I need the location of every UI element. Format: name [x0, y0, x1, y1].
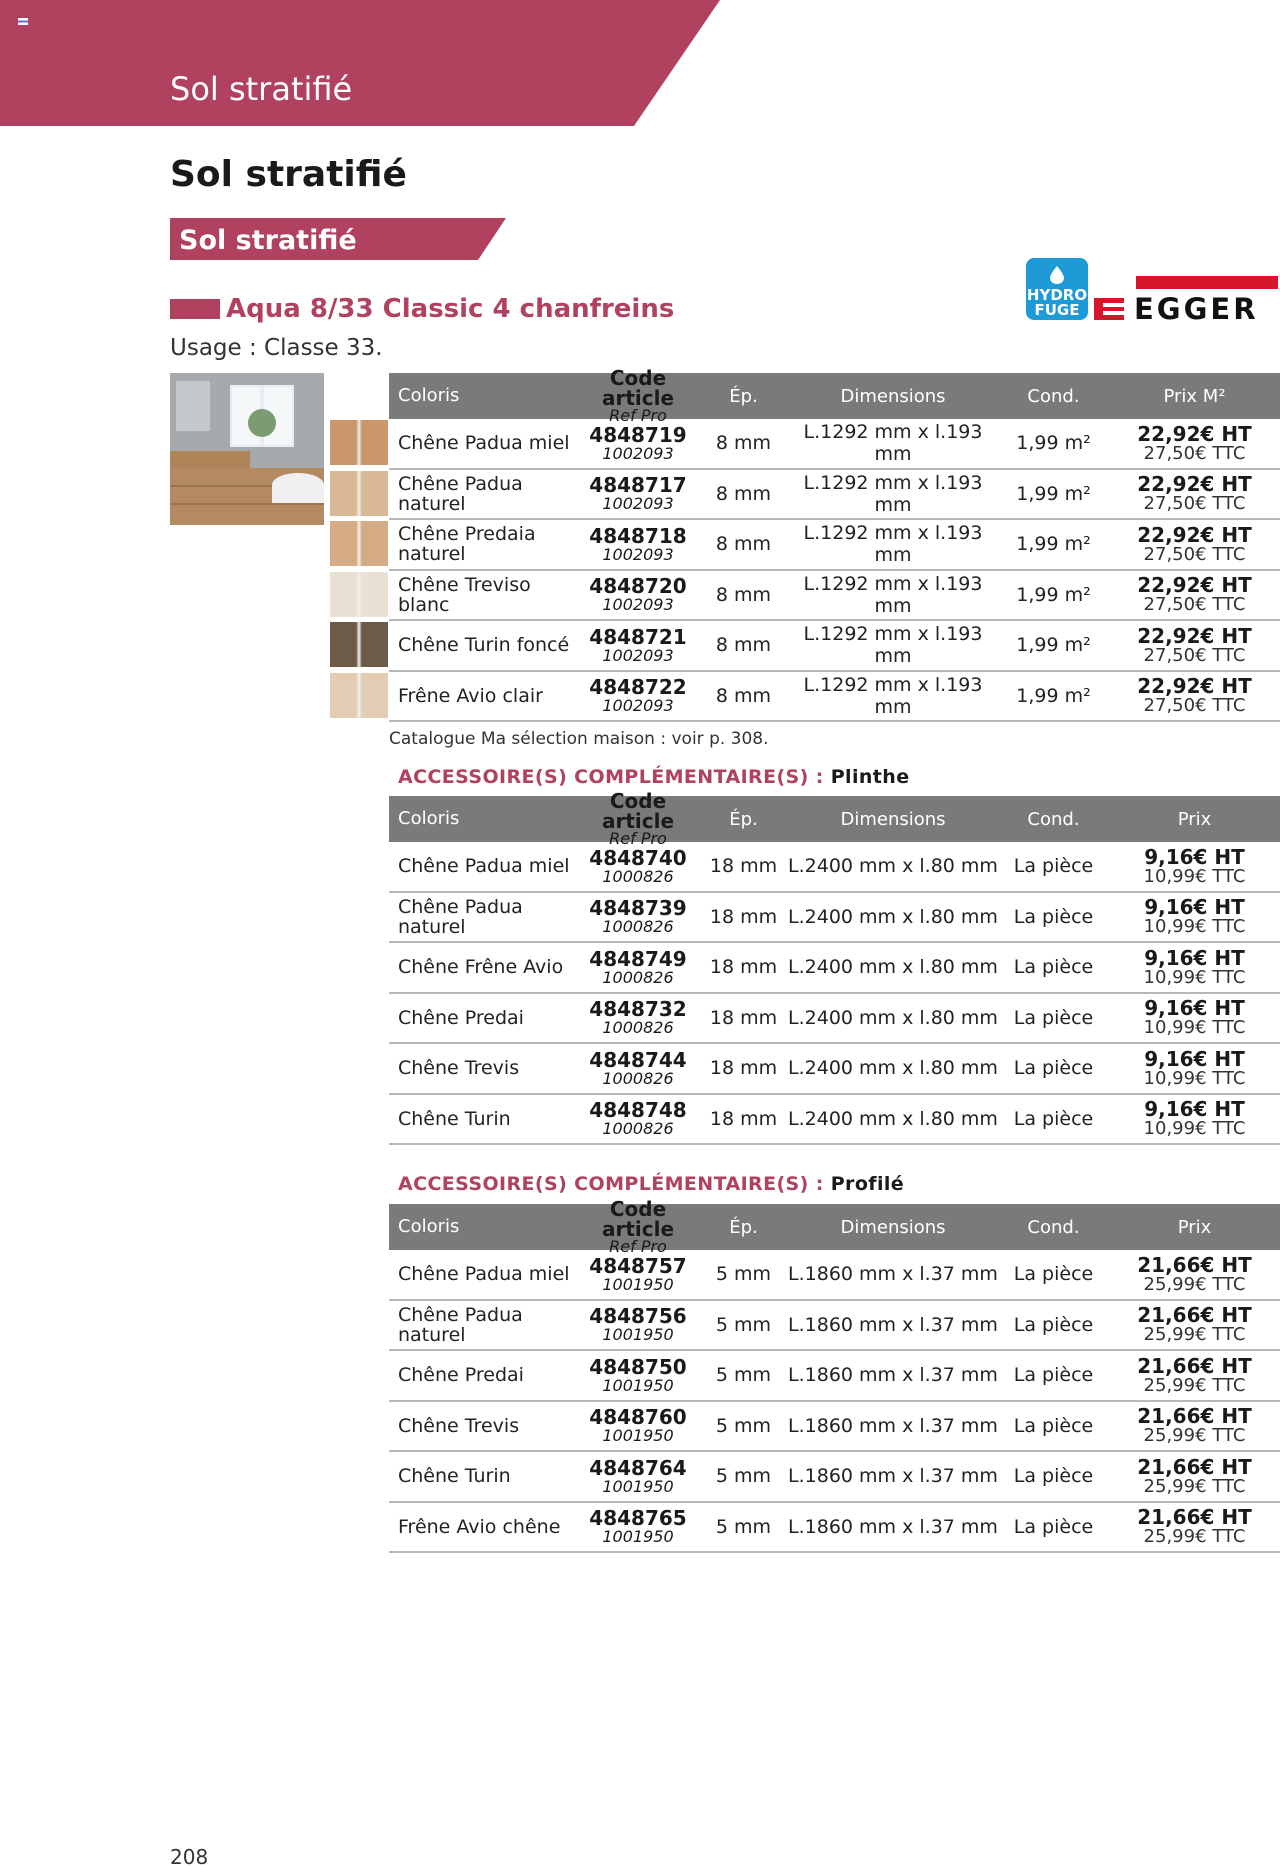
price-ht: 21,66€ HT [1137, 1252, 1252, 1277]
header-ep: Ép. [729, 385, 758, 407]
cell-cond: La pièce [1013, 1414, 1094, 1437]
cell-cond: La pièce [1013, 1313, 1094, 1336]
table-body [389, 1250, 1280, 1553]
cell-ep: 5 mm [715, 1515, 772, 1538]
cell-cond: 1,99 m² [1016, 482, 1091, 505]
cell-price [1109, 945, 1280, 988]
brand-name: EGGER [1134, 292, 1259, 326]
cell-ref-pro: 1002093 [602, 696, 674, 716]
cell-ep: 18 mm [709, 905, 778, 928]
cell-article-code: 4848722 [589, 675, 687, 700]
table-row [389, 621, 1280, 672]
price-ht: 9,16€ HT [1144, 996, 1245, 1021]
cell-dimensions: L.2400 mm x l.80 mm [788, 905, 998, 928]
price-ht: 21,66€ HT [1137, 1303, 1252, 1328]
cell-dimensions: L.2400 mm x l.80 mm [788, 1006, 998, 1029]
cell-price [1109, 1046, 1280, 1089]
cell-ref-pro: 1001950 [602, 1375, 674, 1395]
cell-coloris: Chêne Turin [398, 1465, 511, 1488]
cell-cond: 1,99 m² [1016, 432, 1091, 455]
product-marker [170, 299, 220, 319]
cell-dimensions: L.2400 mm x l.80 mm [788, 956, 998, 979]
cell-code [577, 1508, 699, 1545]
cell-cond: 1,99 m² [1016, 684, 1091, 707]
cell-dimensions: L.1860 mm x l.37 mm [788, 1364, 998, 1387]
badge-line-1: HYDRO [1026, 286, 1088, 304]
cell-article-code: 4848718 [589, 523, 687, 548]
table-body [389, 842, 1280, 1145]
wood-swatch [330, 420, 388, 465]
cell-dimensions: L.2400 mm x l.80 mm [788, 1057, 998, 1080]
cell-ref-pro: 1000826 [602, 967, 674, 987]
cell-coloris: Chêne Padua naturel [398, 895, 523, 938]
cell-code [577, 475, 699, 512]
cell-ep: 18 mm [709, 855, 778, 878]
wood-swatch [330, 521, 388, 566]
cell-ref-pro: 1002093 [602, 544, 674, 564]
price-ttc: 25,99€ TTC [1143, 1374, 1246, 1396]
header-band [0, 0, 720, 126]
cell-coloris: Chêne Trevis [398, 1414, 520, 1437]
cell-cond: La pièce [1013, 1107, 1094, 1130]
header-price: Prix [1177, 808, 1212, 830]
cell-article-code: 4848740 [589, 845, 687, 870]
table-row [389, 842, 1280, 893]
table-row [389, 672, 1280, 723]
cell-ref-pro: 1001950 [602, 1426, 674, 1446]
price-ttc: 27,50€ TTC [1143, 644, 1246, 666]
price-ttc: 27,50€ TTC [1143, 695, 1246, 717]
cell-code [577, 422, 699, 463]
cell-coloris: Chêne Padua miel [398, 1263, 570, 1286]
cell-ep: 8 mm [715, 533, 772, 556]
cell-article-code: 4848760 [589, 1405, 687, 1430]
header-coloris: Coloris [398, 808, 460, 829]
header-code [577, 368, 699, 424]
header-dimensions: Dimensions [840, 808, 946, 830]
cell-ref-pro: 1000826 [602, 866, 674, 886]
cell-coloris: Frêne Avio chêne [398, 1515, 561, 1538]
price-ht: 22,92€ HT [1137, 522, 1252, 547]
header-ref-label: Ref Pro [609, 1237, 667, 1256]
room-photo [170, 373, 324, 525]
cell-ref-pro: 1002093 [602, 443, 674, 463]
table-row [389, 470, 1280, 521]
cell-code [577, 1047, 699, 1088]
cell-coloris: Chêne Padua miel [398, 855, 570, 878]
price-ttc: 10,99€ TTC [1143, 916, 1246, 938]
cell-ref-pro: 1001950 [602, 1476, 674, 1496]
cell-cond: La pièce [1013, 1263, 1094, 1286]
cell-price [1109, 1305, 1280, 1344]
cell-cond: La pièce [1013, 956, 1094, 979]
cell-coloris: Chêne Padua naturel [398, 1303, 523, 1346]
price-ht: 9,16€ HT [1144, 895, 1245, 920]
header-band-shape [0, 0, 720, 126]
badge-line-2: FUGE [1034, 301, 1080, 319]
table-row [389, 1095, 1280, 1146]
accessories-label: ACCESSOIRE(S) COMPLÉMENTAIRE(S) : [398, 1173, 831, 1195]
cell-price [1109, 421, 1280, 464]
cell-ref-pro: 1002093 [602, 645, 674, 665]
cell-coloris: Frêne Avio clair [398, 684, 543, 707]
price-ht: 22,92€ HT [1137, 573, 1252, 598]
accessories-title-profile [398, 1173, 904, 1195]
price-ttc: 27,50€ TTC [1143, 543, 1246, 565]
table-row [389, 994, 1280, 1045]
cell-coloris: Chêne Predai [398, 1364, 524, 1387]
header-ref-label: Ref Pro [609, 406, 667, 425]
header-coloris: Coloris [398, 385, 460, 406]
cell-ref-pro: 1002093 [602, 494, 674, 514]
cell-code [577, 1253, 699, 1294]
accessories-type: Plinthe [830, 766, 910, 788]
cell-ep: 18 mm [709, 956, 778, 979]
header-dimensions: Dimensions [840, 1216, 946, 1238]
cell-coloris: Chêne Predai [398, 1006, 524, 1029]
price-ttc: 10,99€ TTC [1143, 966, 1246, 988]
cell-code [577, 898, 699, 935]
table-row [389, 1402, 1280, 1453]
price-ttc: 25,99€ TTC [1143, 1475, 1246, 1497]
cell-code [577, 1100, 699, 1137]
flag-icon [18, 18, 28, 25]
cell-ep: 8 mm [715, 684, 772, 707]
product-table [389, 366, 1280, 722]
cell-ep: 18 mm [709, 1006, 778, 1029]
price-ht: 21,66€ HT [1137, 1353, 1252, 1378]
header-ep: Ép. [729, 1216, 758, 1238]
cell-ref-pro: 1000826 [602, 1119, 674, 1139]
cell-article-code: 4848749 [589, 946, 687, 971]
cell-ref-pro: 1000826 [602, 1068, 674, 1088]
cell-coloris: Chêne Padua naturel [398, 472, 523, 515]
header-code [577, 791, 699, 847]
table-row [389, 1250, 1280, 1301]
cell-ref-pro: 1001950 [602, 1274, 674, 1294]
cell-dimensions: L.1292 mm x l.193 mm [803, 572, 983, 617]
cell-price [1109, 998, 1280, 1037]
hydrofuge-badge [1026, 258, 1088, 320]
price-ttc: 27,50€ TTC [1143, 493, 1246, 515]
page-title: Sol stratifié [170, 154, 407, 195]
header-cond: Cond. [1027, 1216, 1080, 1238]
header-cond: Cond. [1027, 808, 1080, 830]
cell-article-code: 4848750 [589, 1354, 687, 1379]
table-row [389, 520, 1280, 571]
price-ttc: 25,99€ TTC [1143, 1425, 1246, 1447]
price-ht: 9,16€ HT [1144, 1046, 1245, 1071]
cell-article-code: 4848765 [589, 1506, 687, 1531]
cell-dimensions: L.2400 mm x l.80 mm [788, 1107, 998, 1130]
cell-article-code: 4848732 [589, 997, 687, 1022]
cell-cond: 1,99 m² [1016, 533, 1091, 556]
table-row [389, 893, 1280, 944]
cell-code [577, 1354, 699, 1395]
cell-coloris: Chêne Padua miel [398, 432, 570, 455]
product-usage: Usage : Classe 33. [170, 335, 383, 361]
header-code-label: Code article [601, 1197, 675, 1241]
brand-logo [1094, 276, 1280, 326]
cell-article-code: 4848721 [589, 624, 687, 649]
header-coloris: Coloris [398, 1216, 460, 1237]
cell-ep: 8 mm [715, 482, 772, 505]
cell-code [577, 1306, 699, 1343]
cell-ep: 5 mm [715, 1263, 772, 1286]
cell-article-code: 4848756 [589, 1304, 687, 1329]
table-row [389, 419, 1280, 470]
catalog-note: Catalogue Ma sélection maison : voir p. 308. [389, 729, 769, 749]
cell-price [1109, 1507, 1280, 1546]
page-number: 208 [170, 1845, 209, 1866]
header-price: Prix M² [1163, 385, 1226, 407]
cell-code [577, 576, 699, 613]
table-row [389, 1351, 1280, 1402]
table-row [389, 1503, 1280, 1554]
header-ref-label: Ref Pro [609, 829, 667, 848]
header-code-label: Code article [601, 366, 675, 410]
cell-cond: La pièce [1013, 855, 1094, 878]
cell-dimensions: L.1860 mm x l.37 mm [788, 1414, 998, 1437]
price-ttc: 10,99€ TTC [1143, 1017, 1246, 1039]
cell-price [1109, 1252, 1280, 1295]
price-ttc: 27,50€ TTC [1143, 594, 1246, 616]
wood-swatch [330, 622, 388, 667]
cell-ep: 8 mm [715, 583, 772, 606]
cell-ep: 5 mm [715, 1313, 772, 1336]
cell-article-code: 4848744 [589, 1047, 687, 1072]
cell-dimensions: L.1292 mm x l.193 mm [803, 471, 983, 516]
price-ht: 22,92€ HT [1137, 472, 1252, 497]
room-illustration [170, 373, 324, 525]
cell-ep: 8 mm [715, 634, 772, 657]
cell-price [1109, 1099, 1280, 1138]
profile-table [389, 1197, 1280, 1553]
price-ttc: 25,99€ TTC [1143, 1526, 1246, 1548]
cell-code [577, 845, 699, 886]
section-tag [170, 218, 510, 260]
brand-logo-bar [1136, 276, 1278, 289]
header-dimensions: Dimensions [840, 385, 946, 407]
cell-code [577, 946, 699, 987]
cell-dimensions: L.1860 mm x l.37 mm [788, 1515, 998, 1538]
cell-coloris: Chêne Trevis [398, 1057, 520, 1080]
cell-code [577, 1407, 699, 1444]
cell-coloris: Chêne Predaia naturel [398, 523, 536, 566]
cell-article-code: 4848720 [589, 574, 687, 599]
header-code [577, 1199, 699, 1255]
cell-coloris: Chêne Treviso blanc [398, 573, 531, 616]
price-ht: 22,92€ HT [1137, 674, 1252, 699]
wood-swatch [330, 673, 388, 718]
water-drop-icon [1050, 266, 1064, 284]
cell-dimensions: L.2400 mm x l.80 mm [788, 855, 998, 878]
wood-swatch [330, 572, 388, 617]
wood-swatch [330, 471, 388, 516]
price-ttc: 27,50€ TTC [1143, 442, 1246, 464]
cell-price [1109, 474, 1280, 513]
cell-article-code: 4848757 [589, 1253, 687, 1278]
price-ttc: 25,99€ TTC [1143, 1273, 1246, 1295]
cell-coloris: Chêne Turin foncé [398, 634, 570, 657]
price-ttc: 10,99€ TTC [1143, 865, 1246, 887]
table-row [389, 1301, 1280, 1352]
cell-price [1109, 1353, 1280, 1396]
price-ttc: 10,99€ TTC [1143, 1118, 1246, 1140]
price-ttc: 25,99€ TTC [1143, 1324, 1246, 1346]
cell-dimensions: L.1292 mm x l.193 mm [803, 522, 983, 567]
cell-code [577, 523, 699, 564]
cell-dimensions: L.1292 mm x l.193 mm [803, 623, 983, 668]
cell-cond: 1,99 m² [1016, 583, 1091, 606]
cell-cond: La pièce [1013, 905, 1094, 928]
cell-dimensions: L.1860 mm x l.37 mm [788, 1263, 998, 1286]
price-ht: 22,92€ HT [1137, 623, 1252, 648]
header-price: Prix [1177, 1216, 1212, 1238]
cell-code [577, 624, 699, 665]
brand-e-icon [1094, 298, 1124, 320]
table-row [389, 571, 1280, 622]
price-ht: 9,16€ HT [1144, 844, 1245, 869]
cell-coloris: Chêne Frêne Avio [398, 956, 564, 979]
cell-cond: La pièce [1013, 1006, 1094, 1029]
price-ht: 21,66€ HT [1137, 1404, 1252, 1429]
cell-price [1109, 623, 1280, 666]
header-ep: Ép. [729, 808, 758, 830]
cell-ep: 5 mm [715, 1465, 772, 1488]
cell-dimensions: L.1860 mm x l.37 mm [788, 1313, 998, 1336]
cell-article-code: 4848764 [589, 1455, 687, 1480]
cell-ep: 18 mm [709, 1057, 778, 1080]
cell-ref-pro: 1001950 [602, 1527, 674, 1547]
cell-code [577, 1455, 699, 1496]
cell-article-code: 4848717 [589, 473, 687, 498]
price-ht: 22,92€ HT [1137, 421, 1252, 446]
cell-dimensions: L.1860 mm x l.37 mm [788, 1465, 998, 1488]
cell-ref-pro: 1000826 [602, 917, 674, 937]
accessories-type: Profilé [830, 1173, 905, 1195]
table-header [389, 366, 1280, 425]
table-row [389, 1452, 1280, 1503]
product-heading [170, 294, 674, 324]
price-ht: 21,66€ HT [1137, 1505, 1252, 1530]
price-ttc: 10,99€ TTC [1143, 1067, 1246, 1089]
cell-ref-pro: 1002093 [602, 595, 674, 615]
cell-dimensions: L.1292 mm x l.193 mm [803, 673, 983, 718]
accessories-title-plinthe [398, 766, 910, 788]
price-ht: 9,16€ HT [1144, 1097, 1245, 1122]
cell-article-code: 4848719 [589, 422, 687, 447]
band-title: Sol stratifié [170, 70, 353, 108]
cell-dimensions: L.1292 mm x l.193 mm [803, 421, 983, 466]
cell-cond: La pièce [1013, 1057, 1094, 1080]
cell-ref-pro: 1001950 [602, 1325, 674, 1345]
header-code-label: Code article [601, 789, 675, 833]
cell-article-code: 4848748 [589, 1098, 687, 1123]
cell-article-code: 4848739 [589, 896, 687, 921]
cell-ep: 8 mm [715, 432, 772, 455]
header-cond: Cond. [1027, 385, 1080, 407]
cell-code [577, 999, 699, 1036]
cell-code [577, 677, 699, 714]
cell-price [1109, 676, 1280, 715]
table-header [389, 1197, 1280, 1256]
cell-price [1109, 575, 1280, 614]
cell-cond: La pièce [1013, 1465, 1094, 1488]
price-ht: 21,66€ HT [1137, 1454, 1252, 1479]
cell-price [1109, 1454, 1280, 1497]
cell-ep: 5 mm [715, 1414, 772, 1437]
cell-price [1109, 844, 1280, 887]
table-row [389, 943, 1280, 994]
cell-ep: 18 mm [709, 1107, 778, 1130]
cell-price [1109, 1406, 1280, 1445]
cell-cond: La pièce [1013, 1364, 1094, 1387]
price-ht: 9,16€ HT [1144, 945, 1245, 970]
table-body [389, 419, 1280, 722]
cell-price [1109, 522, 1280, 565]
cell-ref-pro: 1000826 [602, 1018, 674, 1038]
product-name: Aqua 8/33 Classic 4 chanfreins [226, 294, 675, 324]
cell-cond: 1,99 m² [1016, 634, 1091, 657]
cell-ep: 5 mm [715, 1364, 772, 1387]
plinthe-table [389, 789, 1280, 1145]
section-tag-label: Sol stratifié [179, 225, 357, 256]
color-swatches [330, 420, 388, 723]
accessories-label: ACCESSOIRE(S) COMPLÉMENTAIRE(S) : [398, 766, 831, 788]
table-header [389, 789, 1280, 848]
cell-coloris: Chêne Turin [398, 1107, 511, 1130]
table-row [389, 1044, 1280, 1095]
cell-price [1109, 897, 1280, 936]
cell-cond: La pièce [1013, 1515, 1094, 1538]
